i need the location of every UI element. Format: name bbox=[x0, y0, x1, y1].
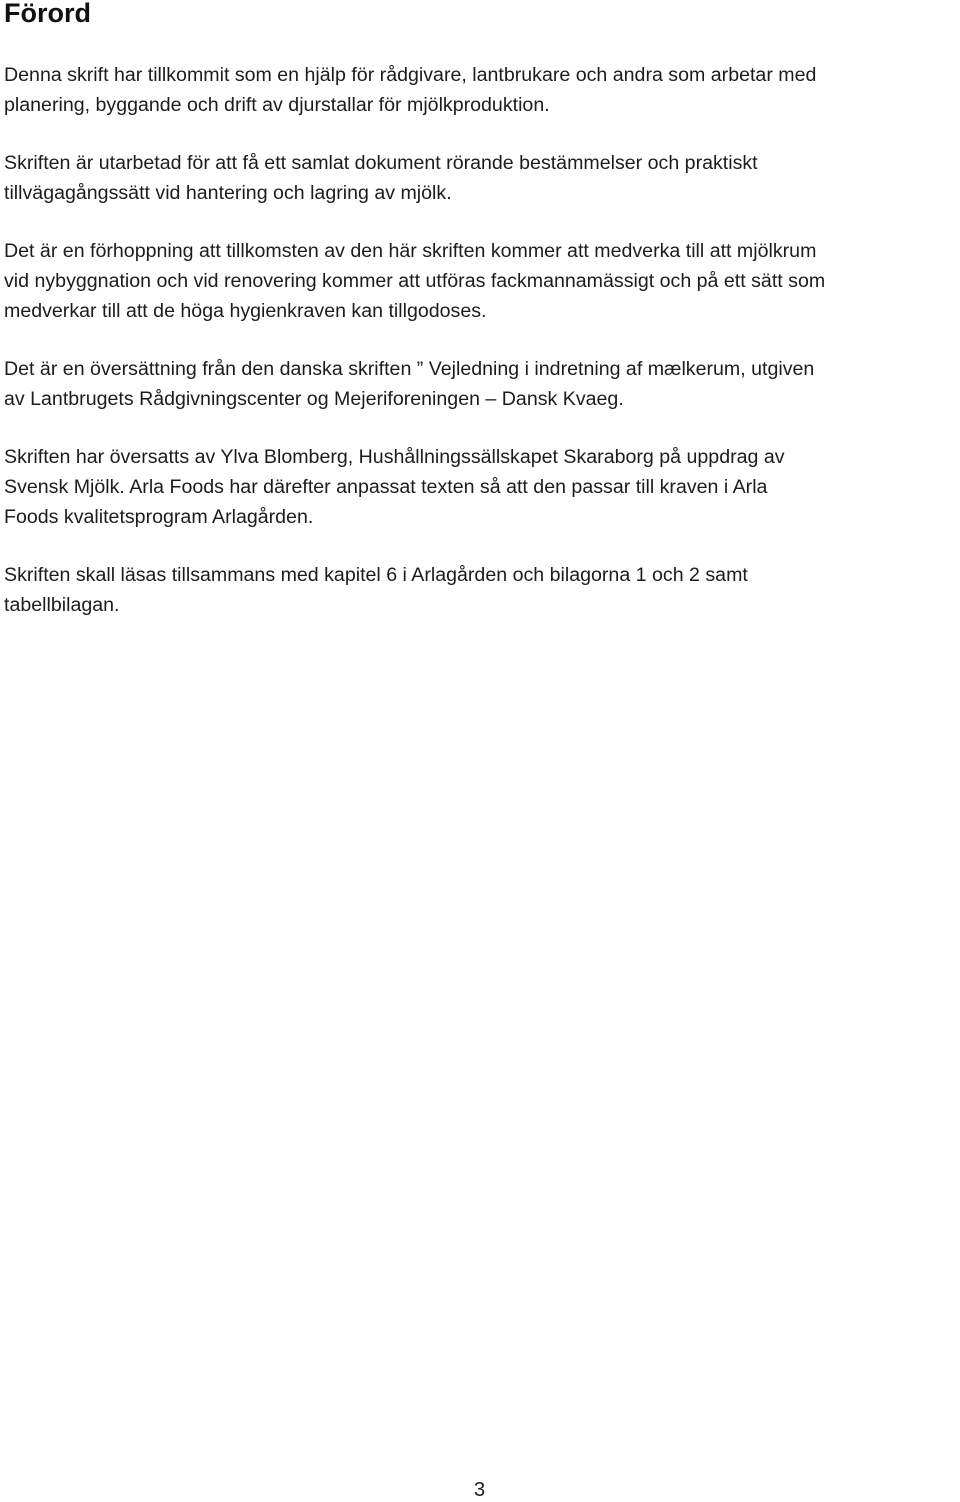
paragraph-line: Svensk Mjölk. Arla Foods har därefter anpassat texten så att den passar till kraven i Arla bbox=[4, 476, 768, 498]
page-number: 3 bbox=[474, 1479, 486, 1501]
paragraph-line: Det är en förhoppning att tillkomsten av den här skriften kommer att medverka till att mjölkrum bbox=[4, 240, 817, 262]
paragraph-line: planering, byggande och drift av djurstallar för mjölkproduktion. bbox=[4, 94, 550, 116]
paragraph-translation bbox=[4, 354, 958, 414]
body-text bbox=[4, 60, 958, 648]
paragraph-hope bbox=[4, 236, 958, 326]
paragraph-purpose bbox=[4, 60, 958, 120]
paragraph-credits bbox=[4, 442, 958, 532]
paragraph-line: Skriften skall läsas tillsammans med kapitel 6 i Arlagården och bilagorna 1 och 2 samt bbox=[4, 564, 748, 586]
paragraph-line: av Lantbrugets Rådgivningscenter og Mejeriforeningen – Dansk Kvaeg. bbox=[4, 388, 624, 410]
paragraph-scope bbox=[4, 148, 958, 208]
paragraph-line: Det är en översättning från den danska skriften ” Vejledning i indretning af mælkerum, utgiven bbox=[4, 358, 815, 380]
paragraph-line: Foods kvalitetsprogram Arlagården. bbox=[4, 506, 314, 528]
paragraph-line: vid nybyggnation och vid renovering kommer att utföras fackmannamässigt och på ett sätt som bbox=[4, 270, 826, 292]
paragraph-line: Skriften är utarbetad för att få ett samlat dokument rörande bestämmelser och praktiskt bbox=[4, 152, 758, 174]
paragraph-line: Denna skrift har tillkommit som en hjälp för rådgivare, lantbrukare och andra som arbetar med bbox=[4, 64, 817, 86]
paragraph-line: medverkar till att de höga hygienkraven kan tillgodoses. bbox=[4, 300, 487, 322]
paragraph-line: Skriften har översatts av Ylva Blomberg, Hushållningssällskapet Skaraborg på uppdrag av bbox=[4, 446, 785, 468]
paragraph-reading-note bbox=[4, 560, 958, 620]
paragraph-line: tillvägagångssätt vid hantering och lagring av mjölk. bbox=[4, 182, 452, 204]
paragraph-line: tabellbilagan. bbox=[4, 594, 120, 616]
page-title: Förord bbox=[4, 0, 91, 28]
